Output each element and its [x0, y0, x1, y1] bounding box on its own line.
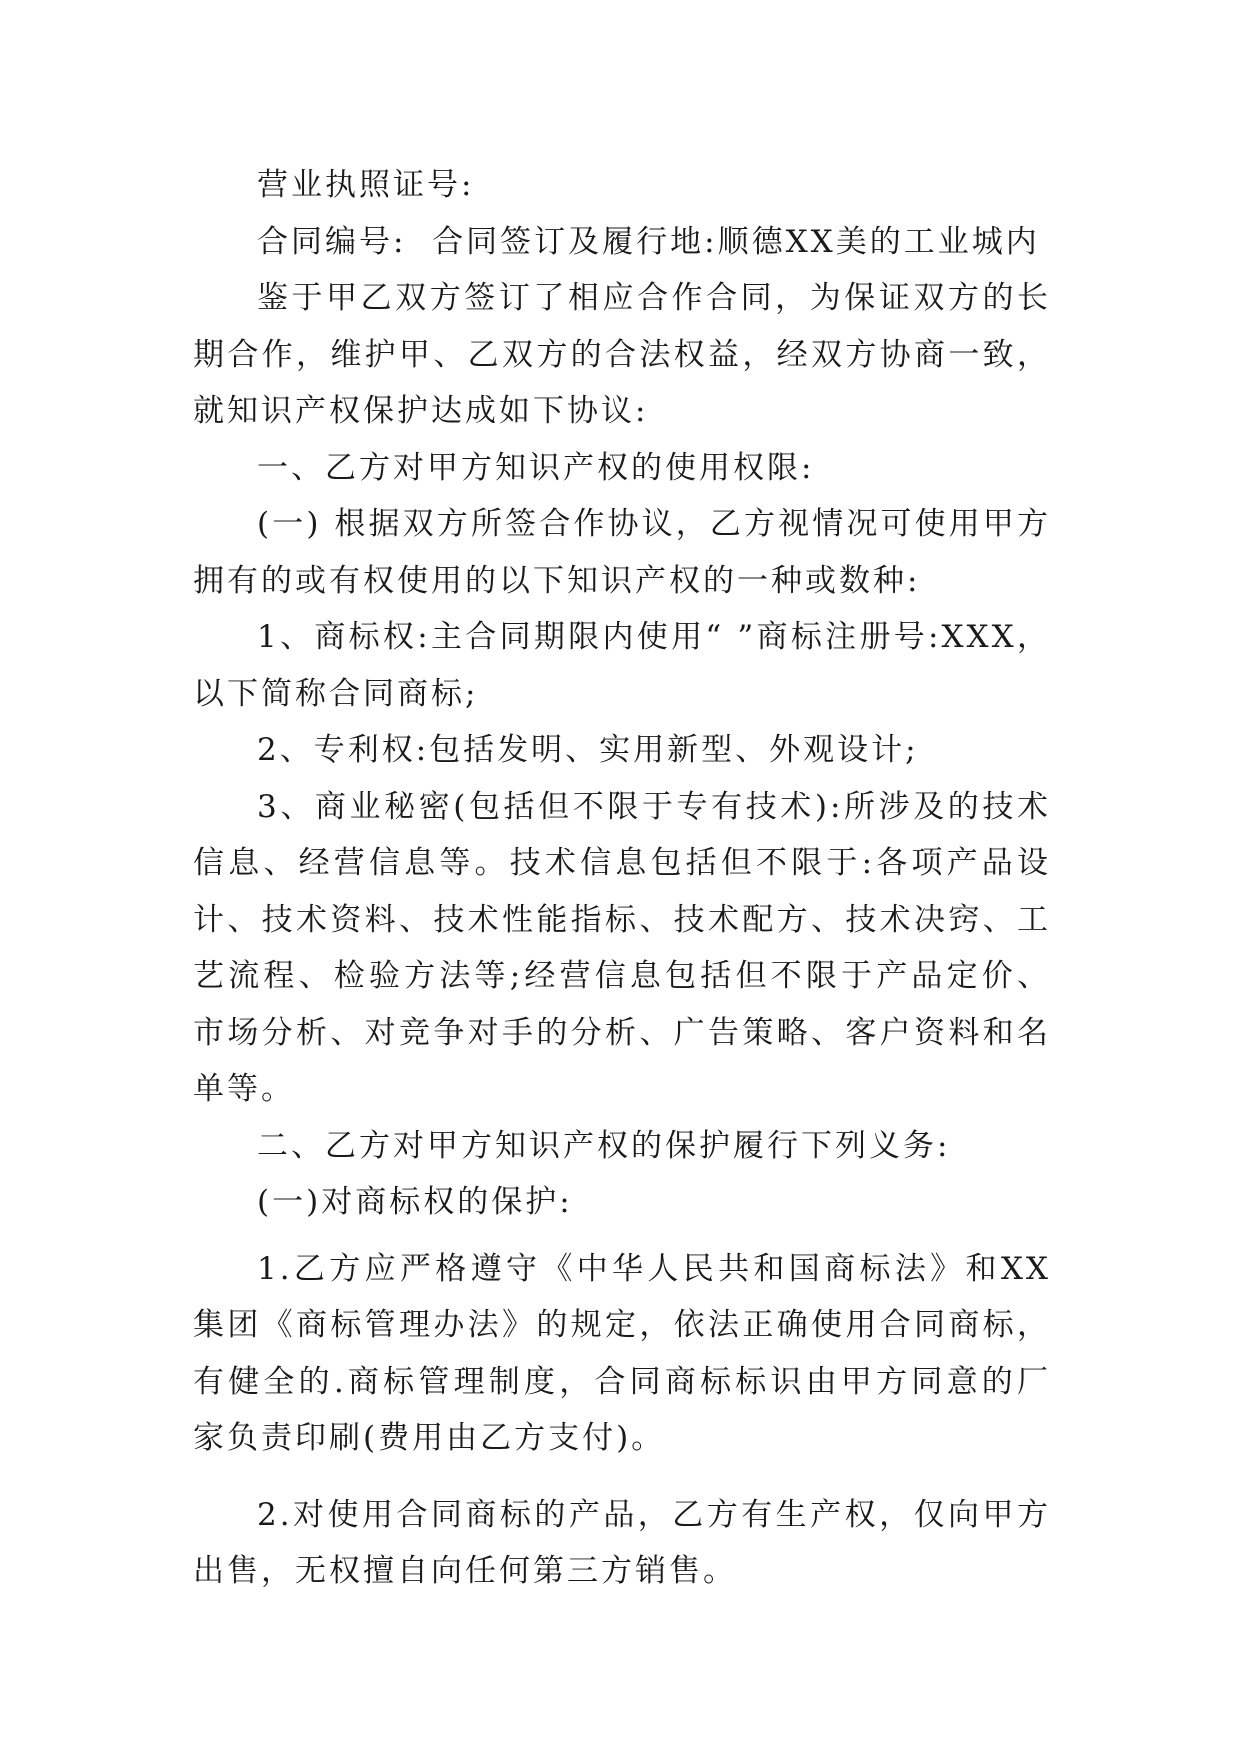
clause-trademark-law-compliance: 1.乙方应严格遵守《中华人民共和国商标法》和XX集团《商标管理办法》的规定，依法正确使用合同商标，有健全的.商标管理制度，合同商标标识由甲方同意的厂家负责印刷(费用由乙方支付)。: [193, 1250, 1051, 1456]
item-trademark-right: 1、商标权:主合同期限内使用“ ”商标注册号:XXX，以下简称合同商标;: [193, 619, 1051, 712]
contract-number-and-location-line: 合同编号: 合同签订及履行地:顺德XX美的工业城内: [257, 223, 1040, 260]
item-trade-secrets: 3、商业秘密(包括但不限于专有技术):所涉及的技术信息、经营信息等。技术信息包括但不限于:各项产品设计、技术资料、技术性能指标、技术配方、技术决窍、工艺流程、检验方法等;经营信息包括但不限于产品定价、市场分析、对竞争对手的分析、广告策略、客户资料和名单等。: [193, 788, 1051, 1107]
section-heading-usage-rights: 一、乙方对甲方知识产权的使用权限:: [257, 449, 815, 486]
clause-production-and-sale: 2.对使用合同商标的产品，乙方有生产权，仅向甲方出售，无权擅自向任何第三方销售。: [193, 1496, 1051, 1589]
subsection-usage-scope: (一) 根据双方所签合作协议，乙方视情况可使用甲方拥有的或有权使用的以下知识产权的一种或数种:: [193, 506, 1051, 599]
preamble-paragraph: 鉴于甲乙双方签订了相应合作合同，为保证双方的长期合作，维护甲、乙双方的合法权益，经双方协商一致，就知识产权保护达成如下协议:: [193, 280, 1051, 429]
business-license-number-line: 营业执照证号:: [257, 167, 475, 203]
document-body: [193, 157, 1051, 1600]
section-heading-protection-duties: 二、乙方对甲方知识产权的保护履行下列义务:: [257, 1127, 951, 1164]
item-patent-right: 2、专利权:包括发明、实用新型、外观设计;: [257, 732, 919, 768]
subsection-trademark-protection: (一)对商标权的保护:: [257, 1184, 573, 1220]
